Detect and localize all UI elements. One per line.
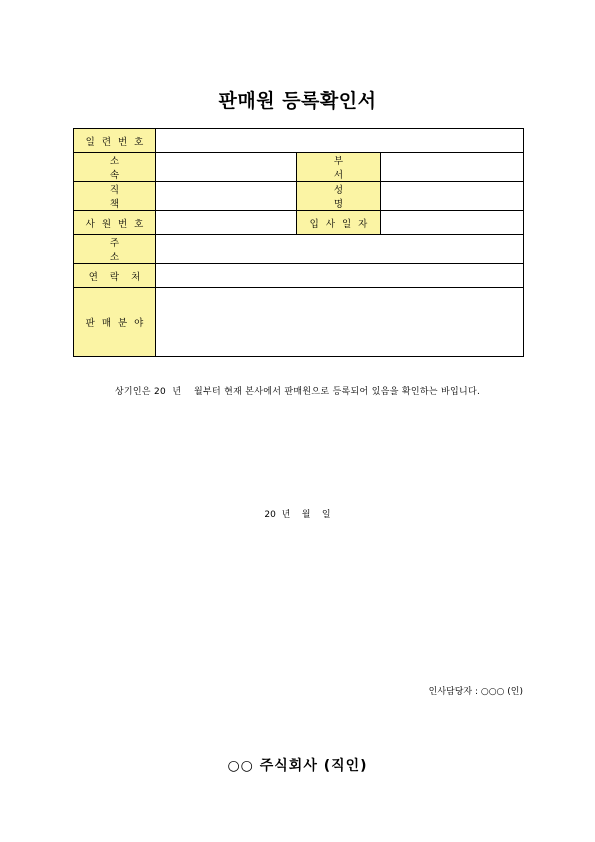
form-row-affiliation [74, 153, 524, 182]
affiliation-label: 소속 [74, 153, 156, 182]
form-row-contact [74, 264, 524, 288]
employee-no-field[interactable] [156, 211, 297, 235]
employee-no-label: 사원번호 [74, 211, 156, 235]
department-label: 부서 [297, 153, 381, 182]
sales-field-field[interactable] [156, 288, 524, 357]
contact-label: 연락처 [74, 264, 156, 288]
hr-manager-signature: 인사담당자 : ○○○ (인) [428, 687, 523, 697]
address-field[interactable] [156, 235, 524, 264]
affiliation-field[interactable] [156, 153, 297, 182]
form-row-serial [74, 129, 524, 153]
name-label: 성명 [297, 182, 381, 211]
confirmation-statement: 상기인은 20 년 월부터 현재 본사에서 판매원으로 등록되어 있음을 확인하는 바입니다. [114, 387, 481, 397]
serial-label: 일련번호 [74, 129, 156, 153]
hire-date-label: 입사일자 [297, 211, 381, 235]
form-row-address [74, 235, 524, 264]
document-title: 판매원 등록확인서 [218, 90, 377, 112]
hire-date-field[interactable] [381, 211, 524, 235]
department-field[interactable] [381, 153, 524, 182]
form-row-position [74, 182, 524, 211]
address-label: 주소 [74, 235, 156, 264]
sales-field-label: 판매분야 [74, 288, 156, 357]
form-row-sales-field [74, 288, 524, 357]
contact-field[interactable] [156, 264, 524, 288]
company-seal-line: ○○ 주식회사 (직인) [227, 758, 368, 774]
position-label: 직책 [74, 182, 156, 211]
serial-field[interactable] [156, 129, 524, 153]
position-field[interactable] [156, 182, 297, 211]
registration-form-table [73, 128, 524, 357]
name-field[interactable] [381, 182, 524, 211]
form-row-employee [74, 211, 524, 235]
date-line: 20 년 월 일 [264, 510, 331, 520]
